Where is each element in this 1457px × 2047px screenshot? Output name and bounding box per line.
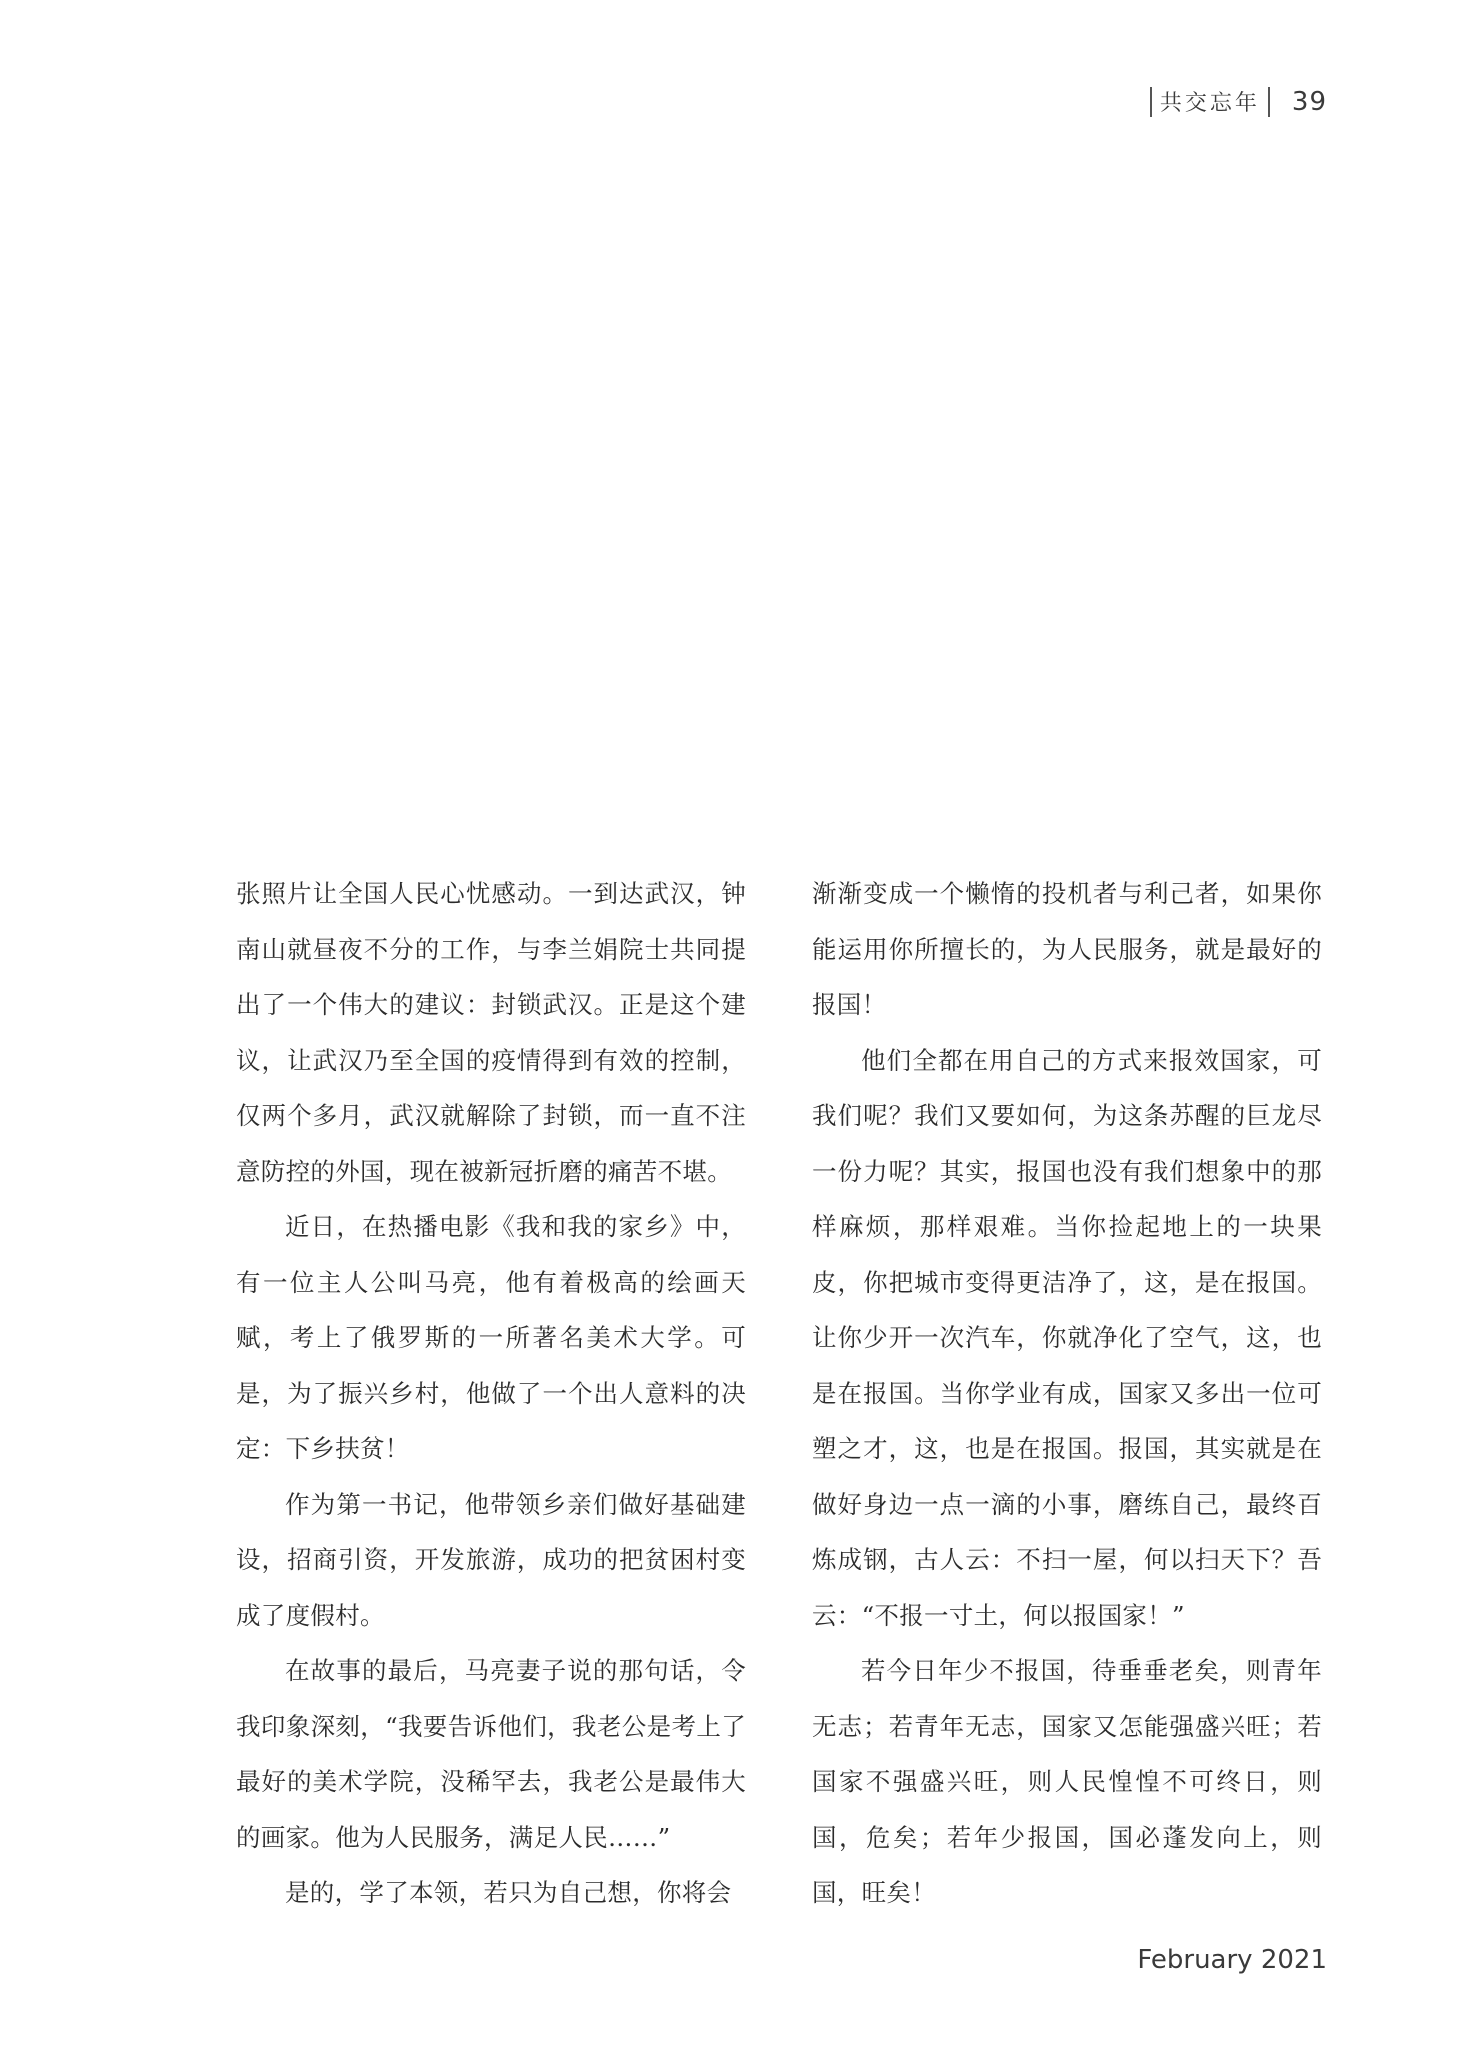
paragraph: 是的，学了本领，若只为自己想，你将会 [285, 1878, 732, 1907]
paragraph: 在故事的最后，马亮妻子说的那句话，令我印象深刻，“我要告诉他们，我老公是考上了最好的美术学院，没稀罕去，我老公是最伟大的画家。他为人民服务，满足人民……” [236, 1656, 746, 1852]
paragraph: 张照片让全国人民心忧感动。一到达武汉，钟南山就昼夜不分的工作，与李兰娟院士共同提出了一个伟大的建议：封锁武汉。正是这个建议，让武汉乃至全国的疫情得到有效的控制，仅两个多月，武汉就解除了封锁，而一直不注意防控的外国，现在被新冠折磨的痛苦不堪。 [236, 879, 746, 1186]
header-divider-left [1150, 87, 1152, 117]
paragraph: 近日，在热播电影《我和我的家乡》中，有一位主人公叫马亮，他有着极高的绘画天赋，考上了俄罗斯的一所著名美术大学。可是，为了振兴乡村，他做了一个出人意料的决定：下乡扶贫！ [236, 1212, 746, 1463]
section-title: 共交忘年 [1159, 91, 1260, 116]
paragraph: 作为第一书记，他带领乡亲们做好基础建设，招商引资，开发旅游，成功的把贫困村变成了度假村。 [236, 1489, 746, 1630]
paragraph: 若今日年少不报国，待垂垂老矣，则青年无志；若青年无志，国家又怎能强盛兴旺；若国家不强盛兴旺，则人民惶惶不可终日，则国，危矣；若年少报国，国必蓬发向上，则国，旺矣！ [812, 1656, 1322, 1907]
left-text-column [236, 866, 746, 1921]
running-header [1150, 86, 1327, 117]
page-number: 39 [1291, 86, 1327, 117]
header-divider-right [1268, 87, 1270, 117]
right-text-column [812, 866, 1322, 1921]
paragraph: 他们全都在用自己的方式来报效国家，可我们呢？我们又要如何，为这条苏醒的巨龙尽一份力呢？其实，报国也没有我们想象中的那样麻烦，那样艰难。当你捡起地上的一块果皮，你把城市变得更洁净了，这，是在报国。让你少开一次汽车，你就净化了空气，这，也是在报国。当你学业有成，国家又多出一位可塑之才，这，也是在报国。报国，其实就是在做好身边一点一滴的小事，磨练自己，最终百炼成钢，古人云：不扫一屋，何以扫天下？吾云：“不报一寸土，何以报国家！” [812, 1045, 1322, 1630]
issue-date-footer: February 2021 [1137, 1945, 1327, 1975]
paragraph: 渐渐变成一个懒惰的投机者与利己者，如果你能运用你所擅长的，为人民服务，就是最好的报国！ [812, 879, 1322, 1019]
